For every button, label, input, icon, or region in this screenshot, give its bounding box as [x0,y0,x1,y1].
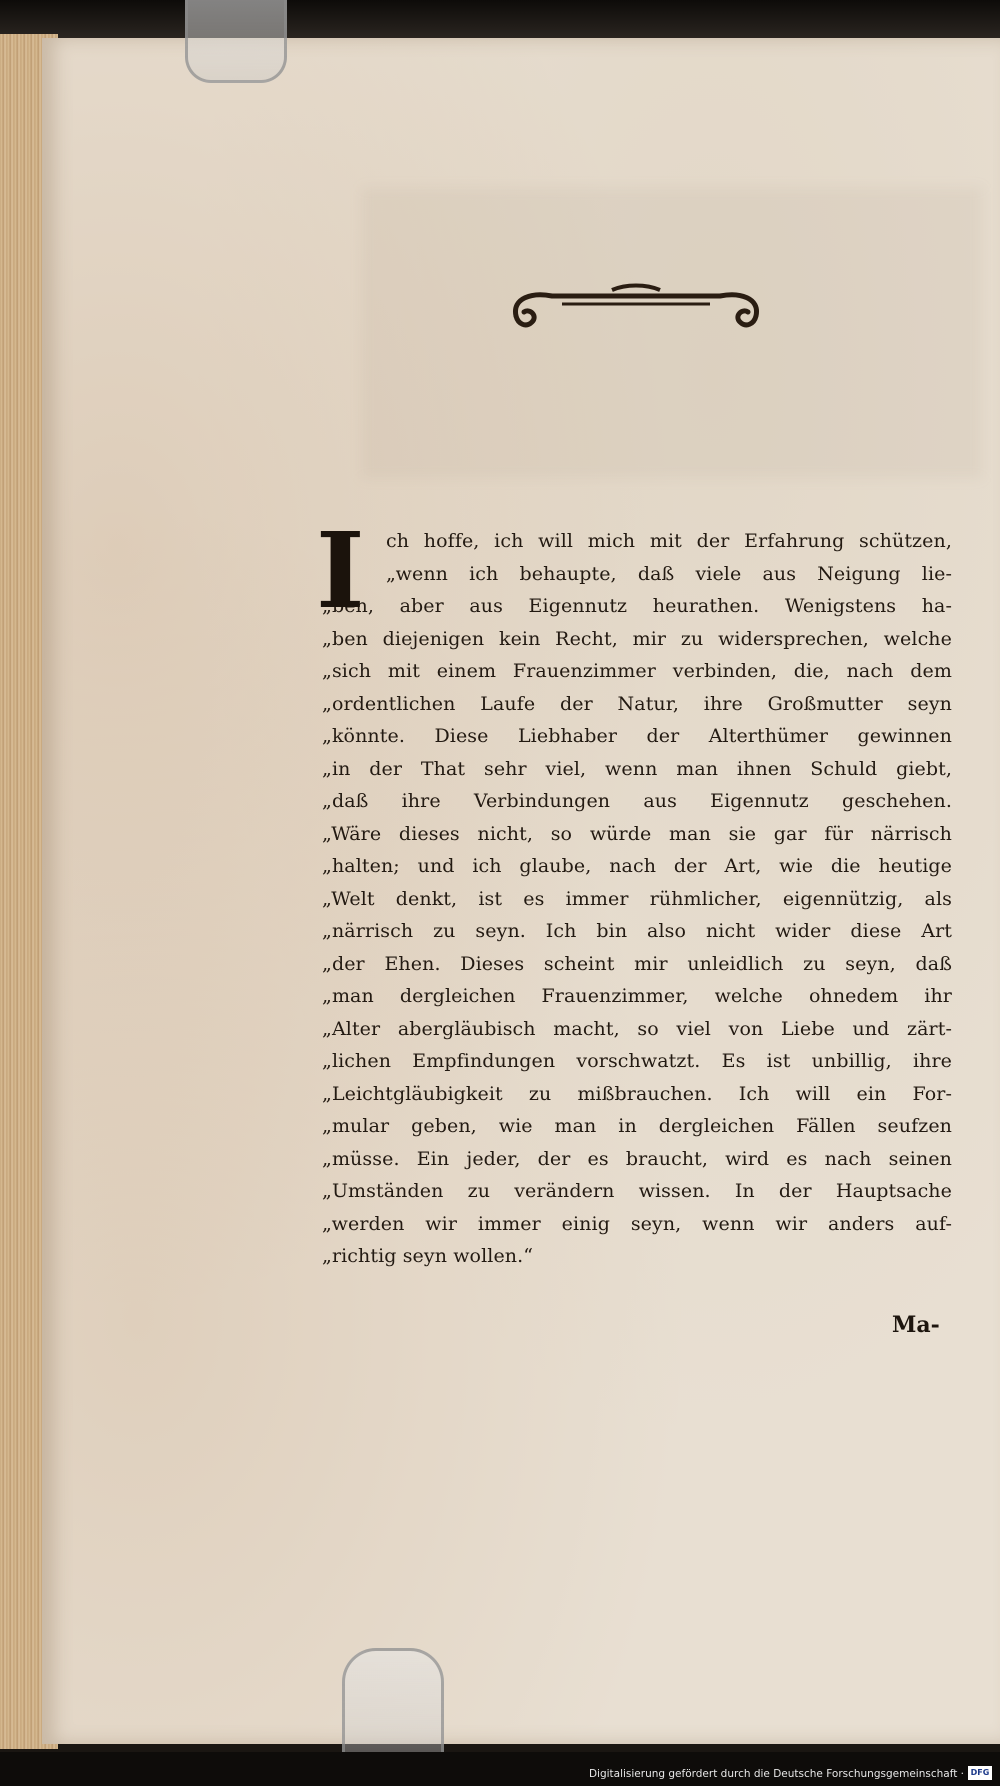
ornament-icon [502,280,770,338]
text-line: ch hoffe, ich will mich mit der Erfahrung schützen, [386,530,952,552]
text-line: „ben diejenigen kein Recht, mir zu widersprechen, welche [322,627,952,650]
catchword: Ma- [892,1312,940,1338]
text-line: „ordentlichen Laufe der Natur, ihre Großmutter seyn [322,692,952,715]
text-line: „richtig seyn wollen.“ [322,1245,534,1267]
text-line: „Leichtgläubigkeit zu mißbrauchen. Ich will ein For- [322,1082,952,1105]
page-clip-top [185,0,287,83]
dfg-logo: DFG [968,1766,992,1780]
text-line: „in der That sehr viel, wenn man ihnen Schuld giebt, [322,757,952,780]
text-line: „ben, aber aus Eigennutz heurathen. Wenigstens ha- [322,595,952,617]
text-line: „man dergleichen Frauenzimmer, welche ohnedem ihr [322,985,952,1007]
text-line: „der Ehen. Dieses scheint mir unleidlich zu seyn, daß [322,952,952,975]
text-line: „närrisch zu seyn. Ich bin also nicht wider diese Art [322,920,952,942]
text-line: „mular geben, wie man in dergleichen Fällen seufzen [322,1115,952,1137]
text-line: „wenn ich behaupte, daß viele aus Neigung lie- [386,562,952,585]
text-line: „müsse. Ein jeder, der es braucht, wird es nach seinen [322,1147,952,1170]
body-text [316,509,952,1273]
drop-cap: I [316,509,365,632]
text-line: „werden wir immer einig seyn, wenn wir anders auf- [322,1212,952,1235]
text-line: „daß ihre Verbindungen aus Eigennutz geschehen. [322,790,952,812]
page-clip-bottom [342,1648,444,1761]
text-line: „Welt denkt, ist es immer rühmlicher, eigennützig, als [322,887,952,910]
digitization-credit: Digitalisierung gefördert durch die Deutsche Forschungsgemeinschaft · [588,1768,964,1780]
text-line: „Wäre dieses nicht, so würde man sie gar für närrisch [322,822,952,845]
scanner-top-bar [0,0,1000,38]
text-line: „könnte. Diese Liebhaber der Alterthümer gewinnen [322,725,952,747]
text-line: „halten; und ich glaube, nach der Art, wie die heutige [322,855,952,877]
text-line: „sich mit einem Frauenzimmer verbinden, die, nach dem [322,660,952,682]
text-line: „lichen Empfindungen vorschwatzt. Es ist unbillig, ihre [322,1050,952,1072]
text-line: „Alter abergläubisch macht, so viel von Liebe und zärt- [322,1017,952,1040]
text-line: „Umständen zu verändern wissen. In der Hauptsache [322,1180,952,1202]
